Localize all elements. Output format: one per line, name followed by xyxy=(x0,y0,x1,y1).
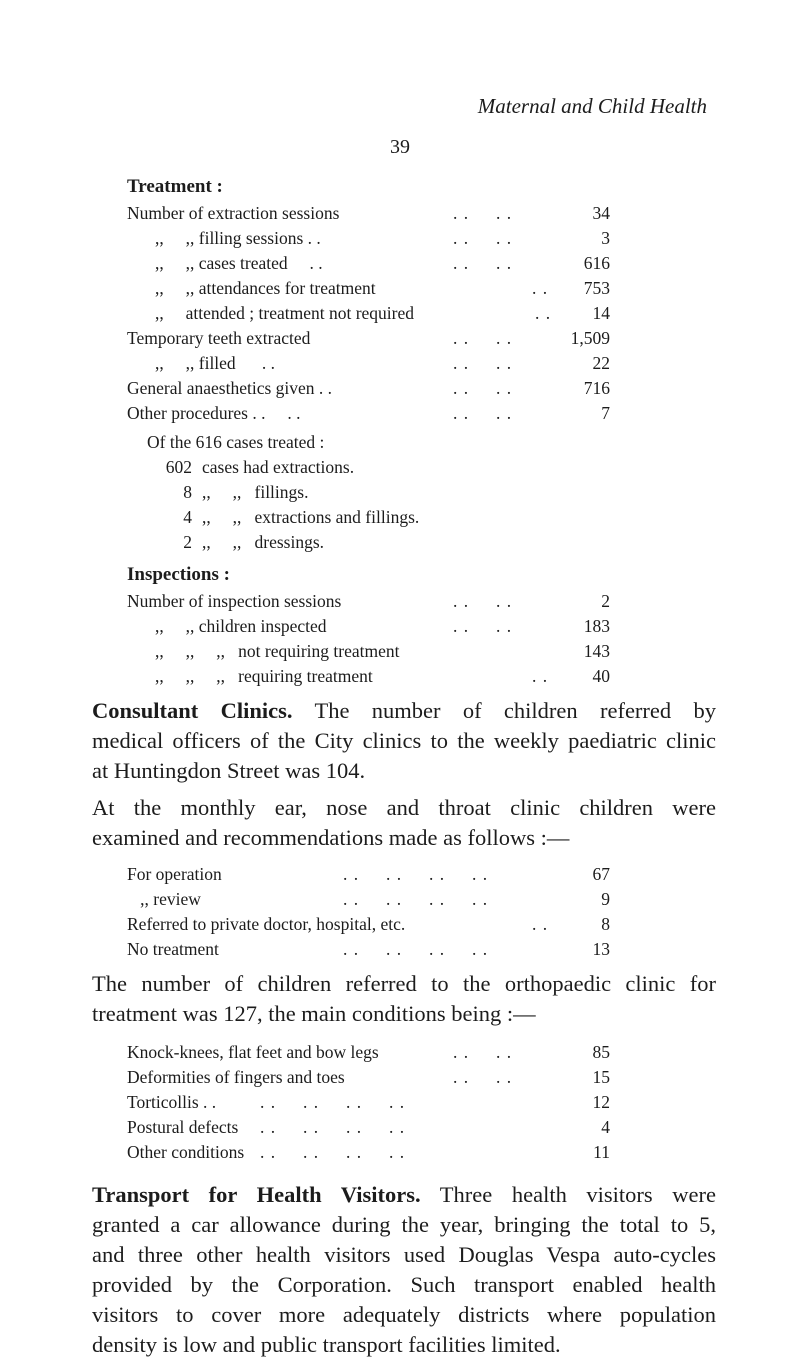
leader-dots: . . . . xyxy=(453,228,513,248)
row-value: 4 xyxy=(601,1117,610,1137)
treatment-row xyxy=(0,378,800,402)
leader-dots: . . . . xyxy=(453,253,513,273)
row-label: Torticollis . . xyxy=(127,1092,217,1112)
case-text: ,, ,, dressings. xyxy=(202,532,325,552)
page-number: 39 xyxy=(390,136,410,158)
treatment-row xyxy=(0,353,800,377)
treatment-row xyxy=(0,403,800,427)
treatment-row xyxy=(0,278,800,302)
row-value: 616 xyxy=(583,253,610,273)
leader-dots: . . . . xyxy=(453,403,513,423)
cases-intro: Of the 616 cases treated : xyxy=(147,432,325,452)
ent-row xyxy=(0,889,800,913)
row-value: 143 xyxy=(583,641,610,661)
leader-dots: . . xyxy=(532,666,549,686)
row-label: ,, ,, attendances for treatment xyxy=(155,278,376,298)
row-value: 22 xyxy=(592,353,610,373)
row-label: Other procedures . . . . xyxy=(127,403,301,423)
paragraph-line: at Huntingdon Street was 104. xyxy=(92,758,366,783)
paragraph-text: Three health visitors were xyxy=(420,1182,716,1207)
inspection-row xyxy=(0,591,800,615)
leader-dots: . . xyxy=(535,303,552,323)
row-label: ,, ,, ,, requiring treatment xyxy=(155,666,373,686)
ortho-row xyxy=(0,1042,800,1066)
paragraph-line: The number of children referred to the orthopaedic clinic for xyxy=(92,971,716,996)
row-value: 1,509 xyxy=(570,328,610,348)
inspections-heading: Inspections : xyxy=(127,564,230,585)
ortho-row xyxy=(0,1067,800,1091)
row-label: General anaesthetics given . . xyxy=(127,378,333,398)
row-label: ,, ,, filling sessions . . xyxy=(155,228,321,248)
paragraph-heading: Consultant Clinics. xyxy=(92,698,293,723)
treatment-row xyxy=(0,303,800,327)
inspection-row xyxy=(0,641,800,665)
ortho-row xyxy=(0,1092,800,1116)
case-count: 8 xyxy=(183,482,192,502)
row-label: Temporary teeth extracted xyxy=(127,328,311,348)
row-value: 7 xyxy=(601,403,610,423)
treatment-row xyxy=(0,228,800,252)
row-value: 3 xyxy=(601,228,610,248)
row-label: ,, ,, ,, not requiring treatment xyxy=(155,641,400,661)
row-label: Knock-knees, flat feet and bow legs xyxy=(127,1042,379,1062)
paragraph-line: examined and recommendations made as follows :— xyxy=(92,825,570,850)
row-value: 34 xyxy=(592,203,610,223)
leader-dots: . . . . . . . . xyxy=(343,939,489,959)
leader-dots: . . . . xyxy=(453,378,513,398)
treatment-row xyxy=(0,253,800,277)
paragraph-line: treatment was 127, the main conditions being :— xyxy=(92,1001,536,1026)
case-count: 602 xyxy=(165,457,192,477)
leader-dots: . . . . xyxy=(453,1067,513,1087)
leader-dots: . . . . . . . . xyxy=(260,1117,406,1137)
transport-paragraph xyxy=(92,1180,716,1360)
paragraph-line: and three other health visitors used Douglas Vespa auto-cycles xyxy=(92,1242,716,1267)
row-label: For operation xyxy=(127,864,222,884)
row-value: 40 xyxy=(592,666,610,686)
row-value: 12 xyxy=(592,1092,610,1112)
ent-row xyxy=(0,914,800,938)
row-value: 85 xyxy=(592,1042,610,1062)
row-value: 753 xyxy=(583,278,610,298)
row-label: No treatment xyxy=(127,939,219,959)
paragraph-line: medical officers of the City clinics to the weekly paediatric clinic xyxy=(92,728,716,753)
inspection-row xyxy=(0,666,800,690)
case-text: ,, ,, fillings. xyxy=(202,482,309,502)
ent-row xyxy=(0,939,800,963)
treatment-row xyxy=(0,203,800,227)
consultant-clinics-paragraph xyxy=(92,696,716,786)
row-label: Postural defects xyxy=(127,1117,239,1137)
ortho-row xyxy=(0,1117,800,1141)
row-label: Number of inspection sessions xyxy=(127,591,342,611)
row-value: 11 xyxy=(593,1142,610,1162)
leader-dots: . . . . xyxy=(453,353,513,373)
leader-dots: . . . . xyxy=(453,203,513,223)
row-value: 13 xyxy=(592,939,610,959)
row-label: Number of extraction sessions xyxy=(127,203,340,223)
leader-dots: . . . . xyxy=(453,1042,513,1062)
paragraph-line: density is low and public transport facilities limited. xyxy=(92,1332,561,1357)
leader-dots: . . . . xyxy=(453,328,513,348)
leader-dots: . . . . . . . . xyxy=(260,1092,406,1112)
case-text: cases had extractions. xyxy=(202,457,355,477)
leader-dots: . . . . . . . . xyxy=(343,864,489,884)
row-label: ,, attended ; treatment not required xyxy=(155,303,415,323)
row-label: ,, ,, cases treated . . xyxy=(155,253,323,273)
row-label: ,, ,, filled . . xyxy=(155,353,276,373)
row-label: ,, ,, children inspected xyxy=(155,616,327,636)
leader-dots: . . xyxy=(532,914,549,934)
leader-dots: . . xyxy=(532,278,549,298)
paragraph-line: provided by the Corporation. Such transport enabled health xyxy=(92,1272,716,1297)
row-label: ,, review xyxy=(127,889,201,909)
row-value: 14 xyxy=(592,303,610,323)
treatment-row xyxy=(0,328,800,352)
paragraph-heading: Transport for Health Visitors. xyxy=(92,1182,421,1207)
paragraph-line: visitors to cover more adequately districts where population xyxy=(92,1302,716,1327)
case-text: ,, ,, extractions and fillings. xyxy=(202,507,420,527)
leader-dots: . . . . xyxy=(453,591,513,611)
paragraph-line: At the monthly ear, nose and throat clinic children were xyxy=(92,795,716,820)
row-value: 183 xyxy=(583,616,610,636)
ent-row xyxy=(0,864,800,888)
paragraph-text: The number of children referred by xyxy=(292,698,716,723)
row-value: 716 xyxy=(583,378,610,398)
paragraph-line: granted a car allowance during the year, bringing the total to 5, xyxy=(92,1212,716,1237)
row-value: 8 xyxy=(601,914,610,934)
row-label: Deformities of fingers and toes xyxy=(127,1067,345,1087)
leader-dots: . . . . xyxy=(453,616,513,636)
row-value: 15 xyxy=(592,1067,610,1087)
running-header: Maternal and Child Health xyxy=(477,94,707,118)
case-count: 4 xyxy=(183,507,192,527)
ent-clinic-paragraph xyxy=(92,793,716,853)
leader-dots: . . . . . . . . xyxy=(260,1142,406,1162)
ortho-row xyxy=(0,1142,800,1166)
row-label: Referred to private doctor, hospital, etc. xyxy=(127,914,406,934)
treatment-heading: Treatment : xyxy=(127,176,223,197)
leader-dots: . . . . . . . . xyxy=(343,889,489,909)
row-value: 67 xyxy=(592,864,610,884)
orthopaedic-clinic-paragraph xyxy=(92,969,716,1029)
row-value: 9 xyxy=(601,889,610,909)
inspection-row xyxy=(0,616,800,640)
row-value: 2 xyxy=(601,591,610,611)
row-label: Other conditions xyxy=(127,1142,245,1162)
case-count: 2 xyxy=(183,532,192,552)
